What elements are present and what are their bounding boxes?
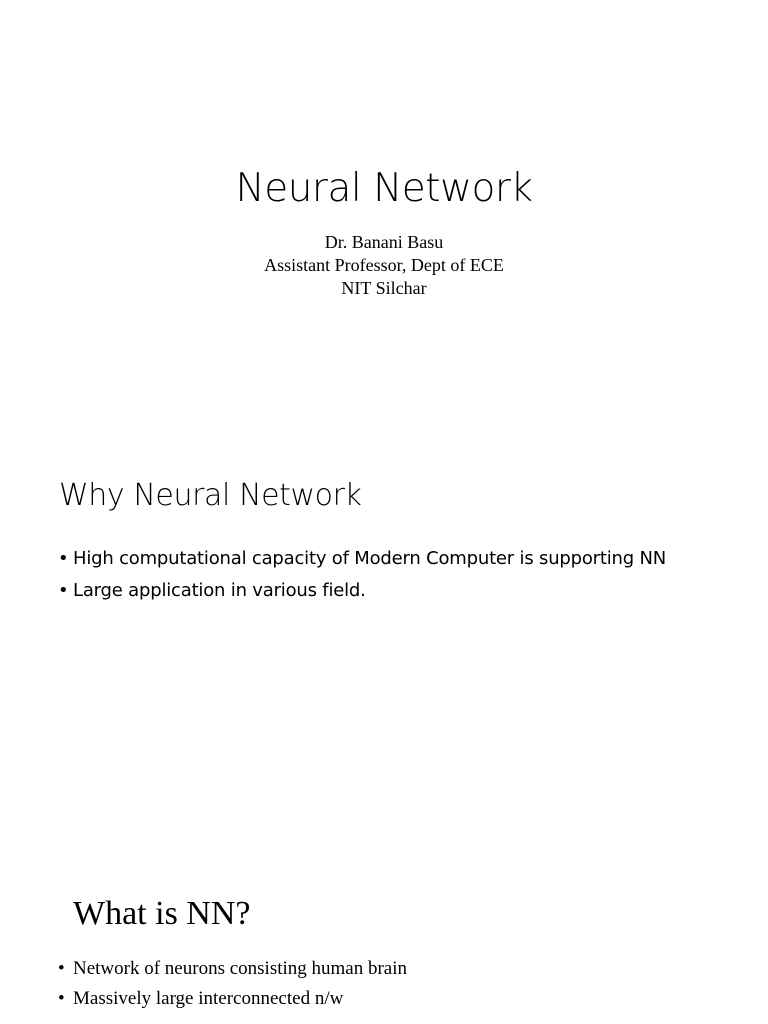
bullet-icon: • (58, 958, 65, 979)
list-item (58, 547, 666, 579)
bullet-list (58, 957, 407, 1017)
slide-title: Neural Network (235, 166, 533, 211)
bullet-text: Massively large interconnected n/w (73, 988, 344, 1009)
bullet-icon: • (58, 580, 69, 601)
bullet-list (58, 547, 666, 611)
bullet-icon: • (58, 988, 65, 1009)
author-institute: NIT Silchar (341, 278, 427, 298)
title-slide (0, 0, 768, 420)
what-is-nn-slide (0, 840, 768, 1024)
list-item (58, 579, 666, 611)
why-neural-network-slide (0, 420, 768, 840)
bullet-icon: • (58, 548, 69, 569)
author-name: Dr. Banani Basu (324, 232, 444, 252)
slide-heading: What is NN? (73, 895, 251, 932)
list-item (58, 957, 407, 987)
bullet-text: Network of neurons consisting human brain (73, 958, 408, 979)
slide-heading: Why Neural Network (59, 478, 362, 513)
bullet-text: High computational capacity of Modern Computer is supporting NN (73, 548, 667, 569)
author-position: Assistant Professor, Dept of ECE (264, 255, 504, 275)
list-item (58, 987, 407, 1017)
bullet-text: Large application in various field. (73, 580, 366, 601)
